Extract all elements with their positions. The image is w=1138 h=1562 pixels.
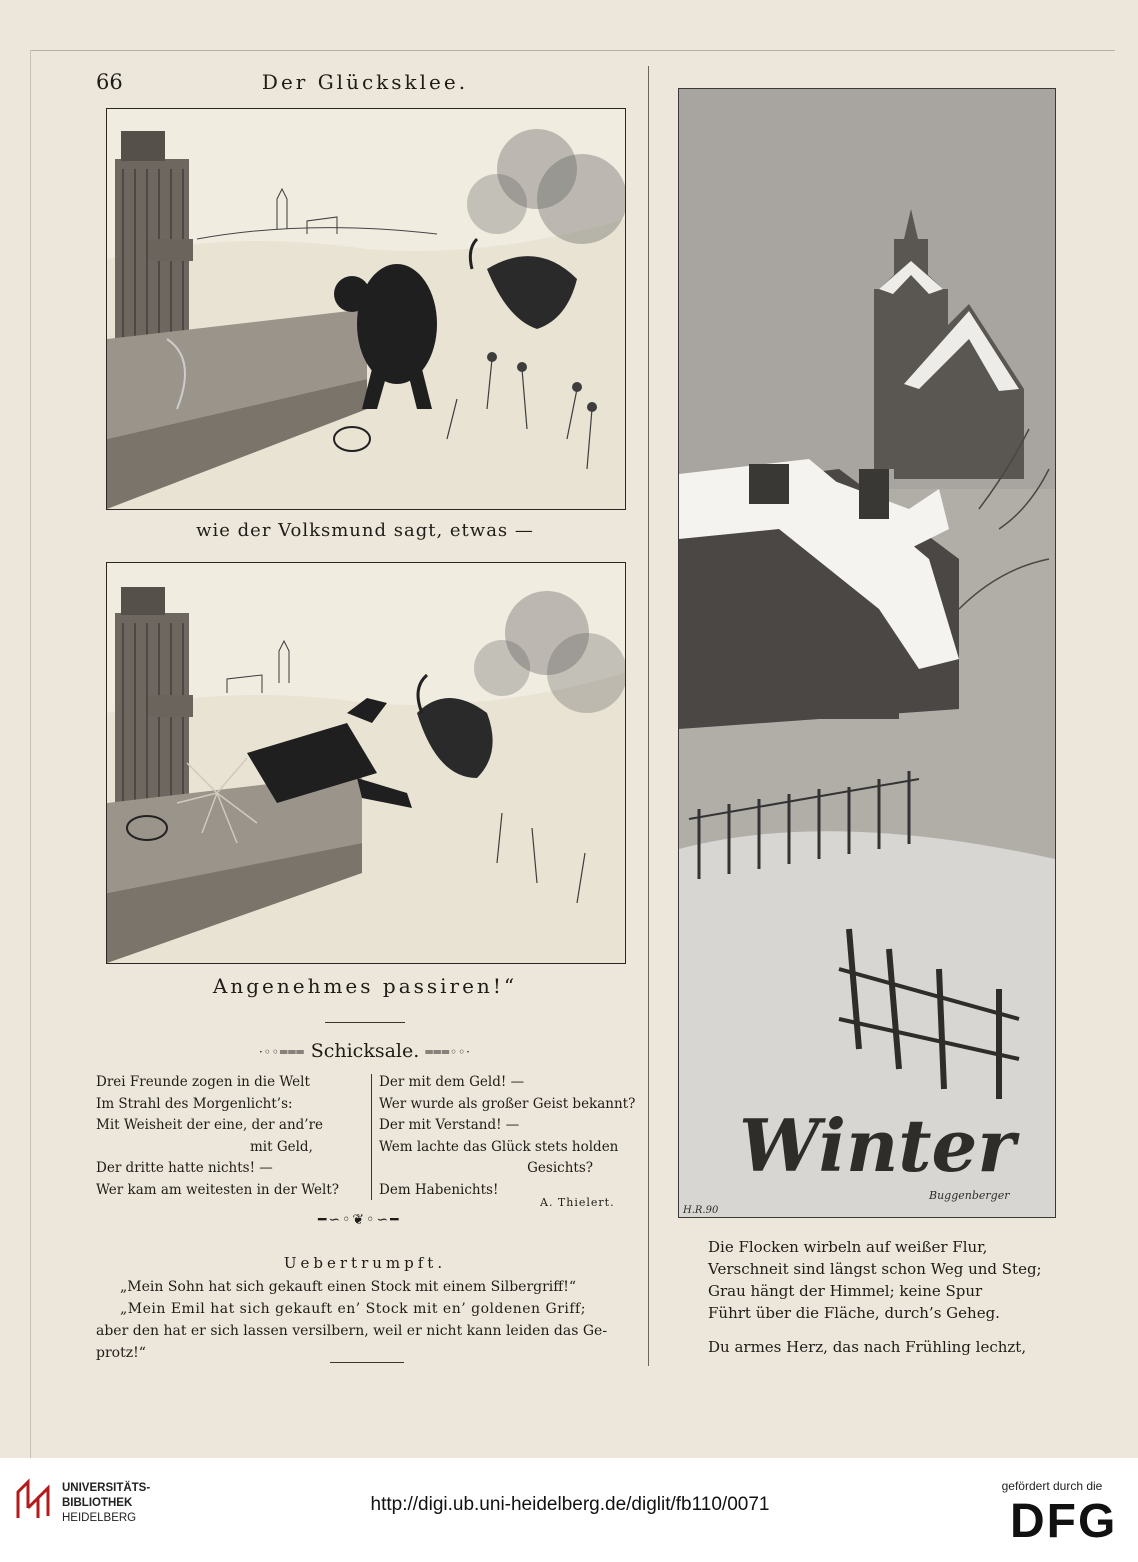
poem-line: Die Flocken wirbeln auf weißer Flur,	[708, 1238, 988, 1256]
poem-line: Wer kam am weitesten in der Welt?	[96, 1181, 339, 1198]
poem-line: Verschneit sind längst schon Weg und Steg;	[708, 1260, 1042, 1278]
column-divider	[648, 66, 649, 1366]
library-name-line: HEIDELBERG	[62, 1512, 137, 1524]
poem-line: Drei Freunde zogen in die Welt	[96, 1074, 310, 1090]
poem-line: mit Geld,	[250, 1138, 313, 1155]
poem-line: Grau hängt der Himmel; keine Spur	[708, 1282, 983, 1300]
poem-line: Dem Habenichts!	[379, 1181, 499, 1198]
end-rule	[330, 1362, 404, 1363]
poem-line: Der dritte hatte nichts! —	[96, 1160, 273, 1176]
ornament-left: ·◦◦═══	[259, 1045, 305, 1059]
winter-picture	[678, 88, 1056, 1218]
poem-title-text: Schicksale.	[310, 1040, 420, 1062]
poem-line: Im Strahl des Morgenlicht’s:	[96, 1095, 293, 1112]
poem-author: A. Thielert.	[540, 1196, 615, 1209]
anecdote-line: aber den hat er sich lassen versilbern, weil er nicht kann leiden das Ge-	[96, 1323, 608, 1339]
anecdote-text	[96, 1276, 642, 1364]
winter-poem	[708, 1236, 1048, 1358]
illustration-caption-2: Angenehmes passiren!“	[212, 974, 518, 998]
anecdote-title: Uebertrumpft.	[283, 1254, 447, 1272]
anecdote-line: „Mein Emil hat sich gekauft en’ Stock mit en’ goldenen Griff;	[120, 1301, 586, 1317]
dfg-logo[interactable]: DFG	[1010, 1495, 1118, 1548]
poem-line: Gesichts?	[527, 1160, 593, 1176]
library-name	[62, 1481, 150, 1526]
poem-line: Wer wurde als großer Geist bekannt?	[379, 1095, 636, 1112]
poem-right-column	[379, 1072, 641, 1201]
flourish-ornament: ━∽◦❦◦∽━	[318, 1212, 401, 1228]
library-name-line: UNIVERSITÄTS-	[62, 1482, 151, 1494]
poem-line: Der mit dem Geld! —	[379, 1074, 525, 1090]
page-url-link[interactable]: http://digi.ub.uni-heidelberg.de/diglit/fb110/0071	[370, 1494, 770, 1515]
library-logo-icon[interactable]	[14, 1478, 54, 1524]
poem-line: Der mit Verstand! —	[379, 1117, 520, 1133]
page-edge-left	[30, 50, 31, 1458]
poem-left-column	[96, 1072, 368, 1201]
running-title: Der Glücksklee.	[261, 70, 469, 94]
winter-title: Winter	[739, 1103, 1016, 1188]
illustration-man-and-goat-1	[106, 108, 626, 510]
poem-line: Mit Weisheit der eine, der and’re	[96, 1117, 324, 1133]
poem-column-divider	[371, 1074, 372, 1200]
library-name-line: BIBLIOTHEK	[62, 1497, 133, 1509]
stanza-gap	[708, 1324, 1048, 1336]
funding-label: gefördert durch die	[1001, 1479, 1103, 1493]
poem-line: Du armes Herz, das nach Frühling lechzt,	[708, 1338, 1027, 1356]
poem-title-schicksale	[250, 1040, 480, 1062]
winter-signature-left: H.R.90	[683, 1205, 719, 1216]
anecdote-line: „Mein Sohn hat sich gekauft einen Stock mit einem Silbergriff!“	[120, 1279, 576, 1295]
page-edge-top	[30, 50, 1115, 51]
ornament-right: ═══◦◦·	[425, 1045, 471, 1059]
winter-signature-right: Buggenberger	[929, 1189, 1010, 1202]
anecdote-line: protz!“	[96, 1345, 146, 1361]
illustration-caption-1: wie der Volksmund sagt, etwas —	[196, 520, 534, 541]
illustration-man-and-goat-2	[106, 562, 626, 964]
poem-line: Wem lachte das Glück stets holden	[379, 1138, 619, 1155]
poem-line: Führt über die Fläche, durch’s Geheg.	[708, 1304, 1000, 1322]
section-rule	[325, 1022, 405, 1023]
page-number: 66	[96, 70, 123, 94]
